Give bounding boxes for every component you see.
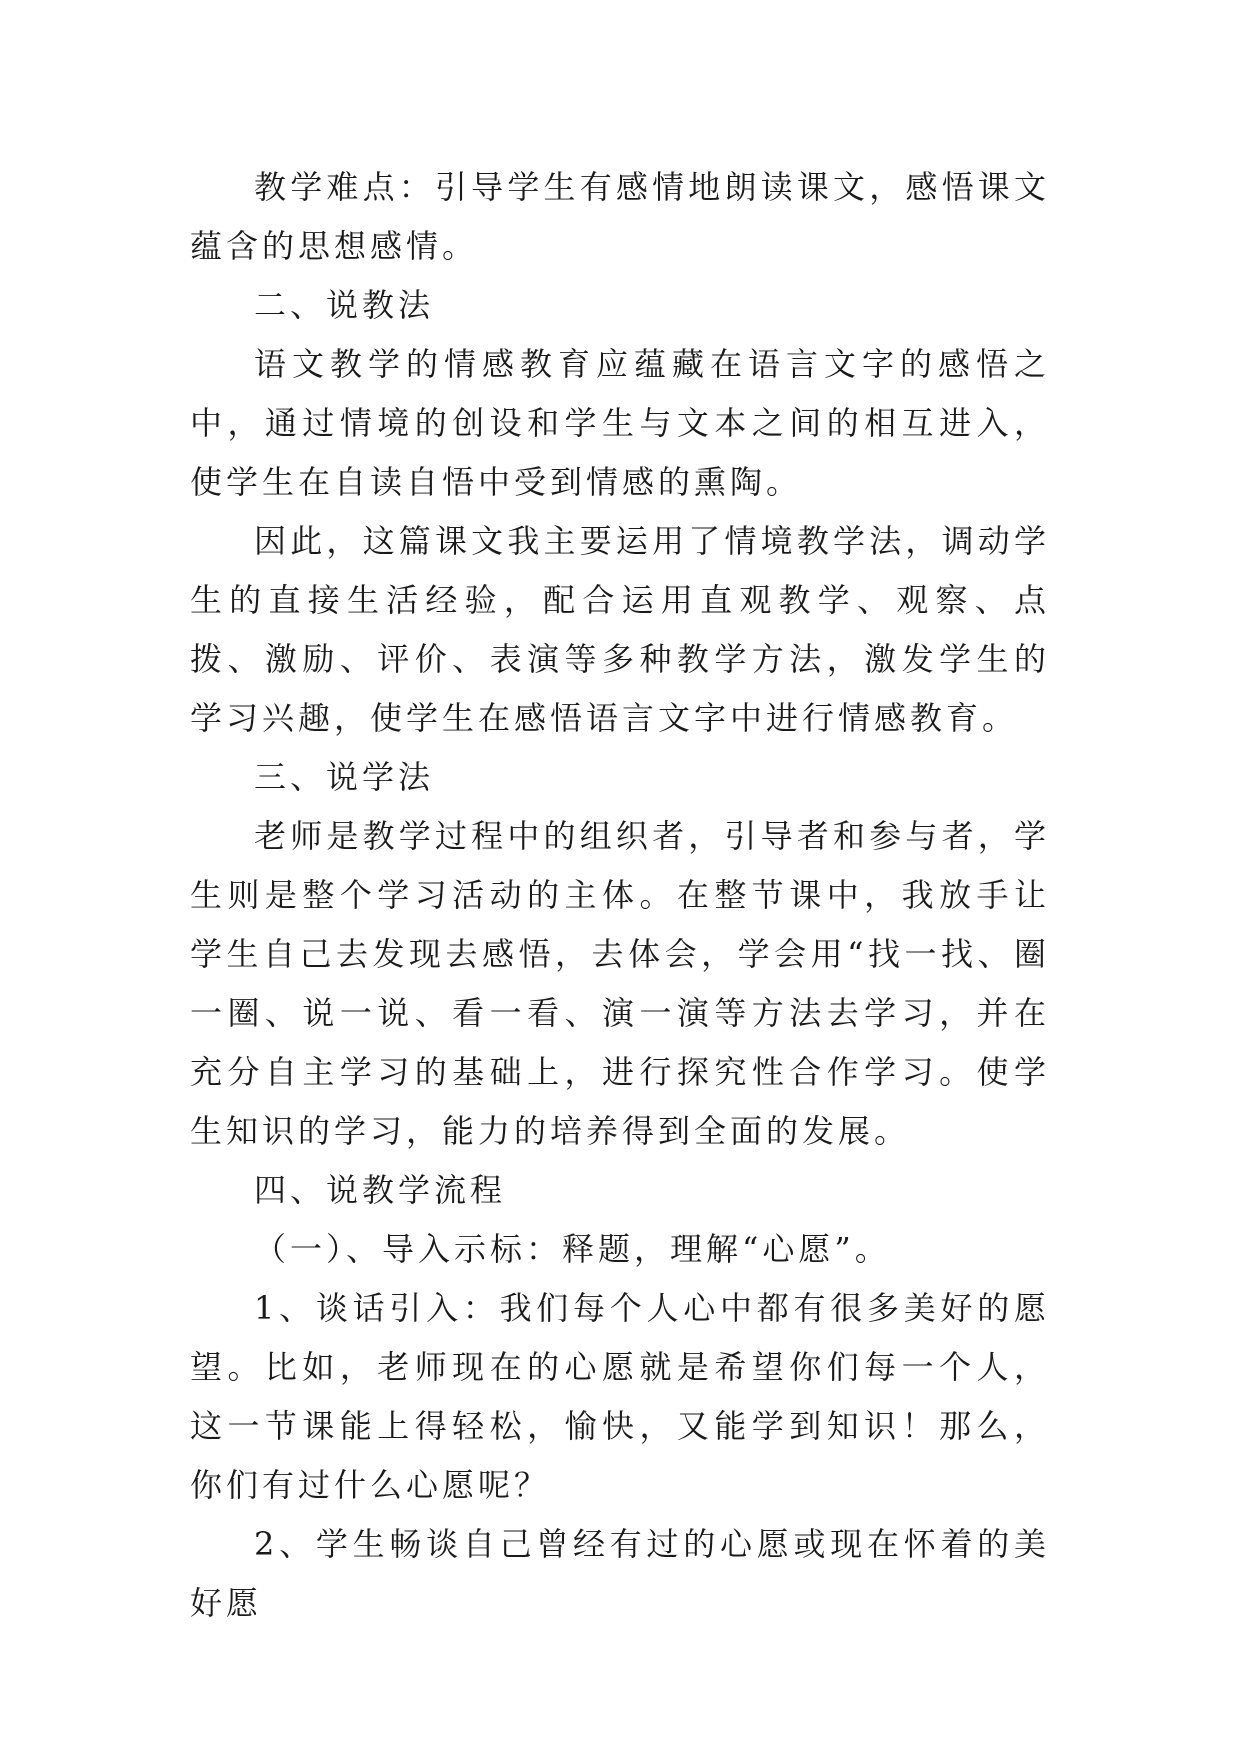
document-body: [190, 158, 1050, 1633]
paragraph-student-centered: 老师是教学过程中的组织者，引导者和参与者，学生则是整个学习活动的主体。在整节课中，我放手让学生自己去发现去感悟，去体会，学会用“找一找、圈一圈、说一说、看一看、演一演等方法去学习，并在充分自主学习的基础上，进行探究性合作学习。使学生知识的学习，能力的培养得到全面的发展。: [190, 817, 1050, 1150]
paragraph-emotional-education: 语文教学的情感教育应蕴藏在语言文字的感悟之中，通过情境的创设和学生与文本之间的相互进入，使学生在自读自悟中受到情感的熏陶。: [190, 345, 1050, 501]
paragraph-step-1: 1、谈话引入：我们每个人心中都有很多美好的愿望。比如，老师现在的心愿就是希望你们每一个人，这一节课能上得轻松，愉快，又能学到知识！那么，你们有过什么心愿呢？: [190, 1289, 1050, 1504]
subheading-introduction: （一）、导入示标：释题，理解“心愿”。: [254, 1230, 891, 1268]
heading-teaching-method: 二、说教法: [254, 286, 435, 324]
heading-teaching-process: 四、说教学流程: [254, 1171, 507, 1209]
paragraph-teaching-difficulty: 教学难点：引导学生有感情地朗读课文，感悟课文蕴含的思想感情。: [190, 168, 1050, 265]
paragraph-situational-teaching: 因此，这篇课文我主要运用了情境教学法，调动学生的直接生活经验，配合运用直观教学、观察、点拨、激励、评价、表演等多种教学方法，激发学生的学习兴趣，使学生在感悟语言文字中进行情感教育。: [190, 522, 1050, 737]
heading-learning-method: 三、说学法: [254, 758, 435, 796]
paragraph-step-2: 2、学生畅谈自己曾经有过的心愿或现在怀着的美好愿: [190, 1525, 1050, 1622]
